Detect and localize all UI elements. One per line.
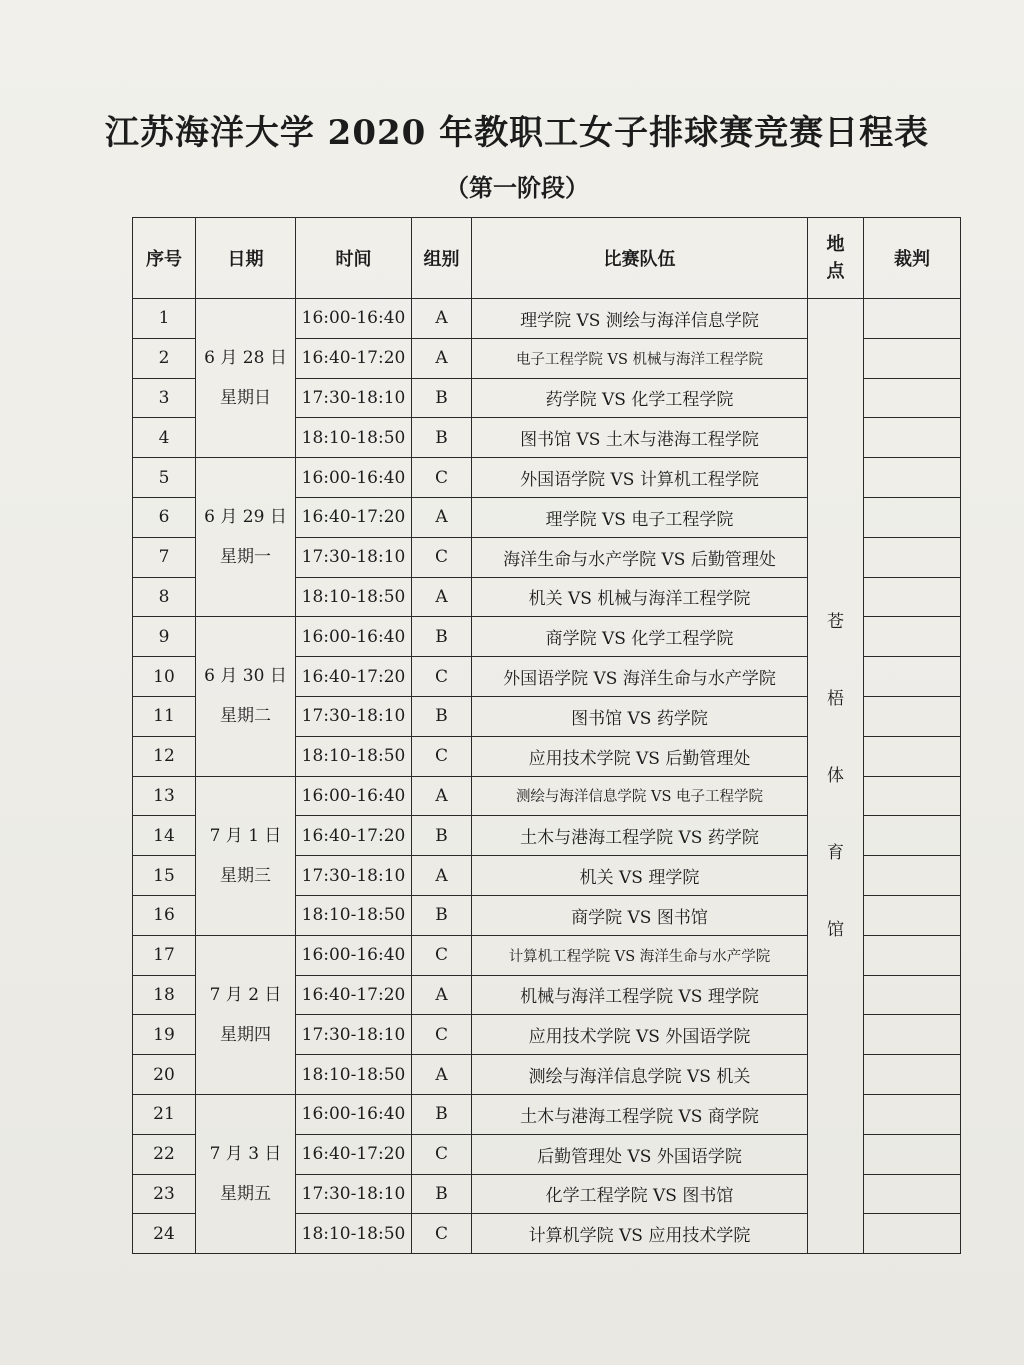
match-group: B	[412, 696, 472, 736]
referee-cell	[864, 1134, 961, 1174]
date-label: 7 月 1 日	[209, 825, 282, 846]
match-seq: 16	[133, 895, 196, 935]
match-teams: 商学院 VS 化学工程学院	[472, 617, 808, 657]
schedule-table	[132, 217, 961, 1254]
weekday-label: 星期日	[220, 388, 271, 409]
match-teams: 计算机学院 VS 应用技术学院	[472, 1214, 808, 1254]
match-time: 16:00-16:40	[296, 617, 412, 657]
referee-cell	[864, 378, 961, 418]
table-row	[133, 299, 961, 339]
match-time: 18:10-18:50	[296, 1055, 412, 1095]
match-seq: 24	[133, 1214, 196, 1254]
column-header-date: 日期	[196, 218, 296, 299]
referee-cell	[864, 776, 961, 816]
match-seq: 4	[133, 418, 196, 458]
match-teams: 外国语学院 VS 计算机工程学院	[472, 458, 808, 498]
match-seq: 5	[133, 458, 196, 498]
match-teams: 后勤管理处 VS 外国语学院	[472, 1134, 808, 1174]
match-date	[196, 935, 296, 1094]
match-time: 16:00-16:40	[296, 935, 412, 975]
match-time: 16:00-16:40	[296, 1094, 412, 1134]
match-group: C	[412, 736, 472, 776]
match-group: B	[412, 895, 472, 935]
referee-cell	[864, 736, 961, 776]
match-seq: 1	[133, 299, 196, 339]
match-teams: 应用技术学院 VS 外国语学院	[472, 1015, 808, 1055]
match-teams: 机关 VS 机械与海洋工程学院	[472, 577, 808, 617]
referee-cell	[864, 816, 961, 856]
schedule-body	[133, 299, 961, 1254]
match-time: 18:10-18:50	[296, 418, 412, 458]
match-seq: 23	[133, 1174, 196, 1214]
match-teams: 化学工程学院 VS 图书馆	[472, 1174, 808, 1214]
match-time: 17:30-18:10	[296, 1174, 412, 1214]
match-seq: 19	[133, 1015, 196, 1055]
referee-cell	[864, 497, 961, 537]
match-group: C	[412, 537, 472, 577]
match-teams: 药学院 VS 化学工程学院	[472, 378, 808, 418]
match-teams: 测绘与海洋信息学院 VS 机关	[472, 1055, 808, 1095]
match-group: B	[412, 378, 472, 418]
match-seq: 15	[133, 856, 196, 896]
match-group: A	[412, 1055, 472, 1095]
table-header-row	[133, 218, 961, 299]
match-time: 17:30-18:10	[296, 856, 412, 896]
match-teams: 机关 VS 理学院	[472, 856, 808, 896]
referee-cell	[864, 1174, 961, 1214]
match-seq: 17	[133, 935, 196, 975]
match-teams: 计算机工程学院 VS 海洋生命与水产学院	[472, 935, 808, 975]
match-group: C	[412, 1214, 472, 1254]
match-time: 16:40-17:20	[296, 657, 412, 697]
match-group: B	[412, 617, 472, 657]
column-header-teams: 比赛队伍	[472, 218, 808, 299]
referee-cell	[864, 657, 961, 697]
match-time: 18:10-18:50	[296, 577, 412, 617]
match-seq: 11	[133, 696, 196, 736]
page-subtitle: （第一阶段）	[445, 173, 589, 202]
referee-cell	[864, 696, 961, 736]
match-teams: 土木与港海工程学院 VS 药学院	[472, 816, 808, 856]
match-time: 18:10-18:50	[296, 1214, 412, 1254]
match-seq: 18	[133, 975, 196, 1015]
venue-cell	[808, 299, 864, 1254]
referee-cell	[864, 975, 961, 1015]
weekday-label: 星期五	[220, 1184, 271, 1205]
column-header-seq: 序号	[133, 218, 196, 299]
referee-cell	[864, 1015, 961, 1055]
match-teams: 土木与港海工程学院 VS 商学院	[472, 1094, 808, 1134]
match-time: 17:30-18:10	[296, 537, 412, 577]
column-header-group: 组别	[412, 218, 472, 299]
match-group: B	[412, 1094, 472, 1134]
match-seq: 21	[133, 1094, 196, 1134]
match-teams: 理学院 VS 测绘与海洋信息学院	[472, 299, 808, 339]
match-teams: 电子工程学院 VS 机械与海洋工程学院	[472, 338, 808, 378]
referee-cell	[864, 1094, 961, 1134]
match-teams: 机械与海洋工程学院 VS 理学院	[472, 975, 808, 1015]
referee-cell	[864, 856, 961, 896]
match-seq: 2	[133, 338, 196, 378]
referee-cell	[864, 895, 961, 935]
match-teams: 图书馆 VS 药学院	[472, 696, 808, 736]
match-time: 16:40-17:20	[296, 1134, 412, 1174]
date-label: 6 月 30 日	[204, 666, 287, 687]
match-date	[196, 299, 296, 458]
match-seq: 14	[133, 816, 196, 856]
referee-cell	[864, 338, 961, 378]
referee-cell	[864, 617, 961, 657]
match-time: 16:40-17:20	[296, 975, 412, 1015]
match-teams: 测绘与海洋信息学院 VS 电子工程学院	[472, 776, 808, 816]
match-time: 16:00-16:40	[296, 299, 412, 339]
venue-char: 体	[827, 765, 844, 786]
weekday-label: 星期二	[220, 706, 271, 727]
match-time: 17:30-18:10	[296, 1015, 412, 1055]
match-group: A	[412, 856, 472, 896]
match-group: A	[412, 338, 472, 378]
weekday-label: 星期三	[220, 865, 271, 886]
match-date	[196, 617, 296, 776]
match-group: C	[412, 1015, 472, 1055]
referee-cell	[864, 299, 961, 339]
match-seq: 7	[133, 537, 196, 577]
weekday-label: 星期一	[220, 547, 271, 568]
date-label: 7 月 3 日	[209, 1144, 282, 1165]
match-group: B	[412, 816, 472, 856]
match-time: 17:30-18:10	[296, 696, 412, 736]
referee-cell	[864, 537, 961, 577]
match-time: 17:30-18:10	[296, 378, 412, 418]
venue-char: 梧	[827, 688, 844, 709]
match-group: A	[412, 577, 472, 617]
column-header-time: 时间	[296, 218, 412, 299]
match-group: A	[412, 776, 472, 816]
match-group: C	[412, 458, 472, 498]
match-seq: 10	[133, 657, 196, 697]
weekday-label: 星期四	[220, 1024, 271, 1045]
match-time: 16:40-17:20	[296, 497, 412, 537]
date-label: 7 月 2 日	[209, 984, 282, 1005]
match-group: A	[412, 497, 472, 537]
match-seq: 12	[133, 736, 196, 776]
match-teams: 应用技术学院 VS 后勤管理处	[472, 736, 808, 776]
column-header-venue	[808, 218, 864, 299]
date-label: 6 月 28 日	[204, 348, 287, 369]
match-teams: 商学院 VS 图书馆	[472, 895, 808, 935]
match-date	[196, 458, 296, 617]
match-date	[196, 776, 296, 935]
venue-char: 馆	[827, 919, 844, 940]
match-group: A	[412, 299, 472, 339]
date-label: 6 月 29 日	[204, 507, 287, 528]
match-group: A	[412, 975, 472, 1015]
match-seq: 13	[133, 776, 196, 816]
match-group: B	[412, 1174, 472, 1214]
match-group: C	[412, 935, 472, 975]
referee-cell	[864, 418, 961, 458]
match-time: 16:00-16:40	[296, 776, 412, 816]
match-seq: 3	[133, 378, 196, 418]
match-time: 18:10-18:50	[296, 895, 412, 935]
venue-header-char: 点	[826, 261, 845, 282]
match-teams: 图书馆 VS 土木与港海工程学院	[472, 418, 808, 458]
referee-cell	[864, 1055, 961, 1095]
match-time: 18:10-18:50	[296, 736, 412, 776]
match-group: B	[412, 418, 472, 458]
match-seq: 22	[133, 1134, 196, 1174]
venue-char: 育	[827, 842, 844, 863]
venue-char: 苍	[827, 611, 844, 632]
referee-cell	[864, 935, 961, 975]
venue-header-char: 地	[826, 234, 845, 255]
match-date	[196, 1094, 296, 1253]
referee-cell	[864, 1214, 961, 1254]
match-time: 16:40-17:20	[296, 338, 412, 378]
match-seq: 9	[133, 617, 196, 657]
match-seq: 20	[133, 1055, 196, 1095]
match-seq: 8	[133, 577, 196, 617]
match-teams: 理学院 VS 电子工程学院	[472, 497, 808, 537]
match-teams: 外国语学院 VS 海洋生命与水产学院	[472, 657, 808, 697]
match-group: C	[412, 657, 472, 697]
match-seq: 6	[133, 497, 196, 537]
referee-cell	[864, 458, 961, 498]
match-group: C	[412, 1134, 472, 1174]
page-title: 江苏海洋大学 2020 年教职工女子排球赛竞赛日程表	[104, 113, 930, 153]
referee-cell	[864, 577, 961, 617]
match-teams: 海洋生命与水产学院 VS 后勤管理处	[472, 537, 808, 577]
match-time: 16:00-16:40	[296, 458, 412, 498]
match-time: 16:40-17:20	[296, 816, 412, 856]
column-header-referee: 裁判	[864, 218, 961, 299]
